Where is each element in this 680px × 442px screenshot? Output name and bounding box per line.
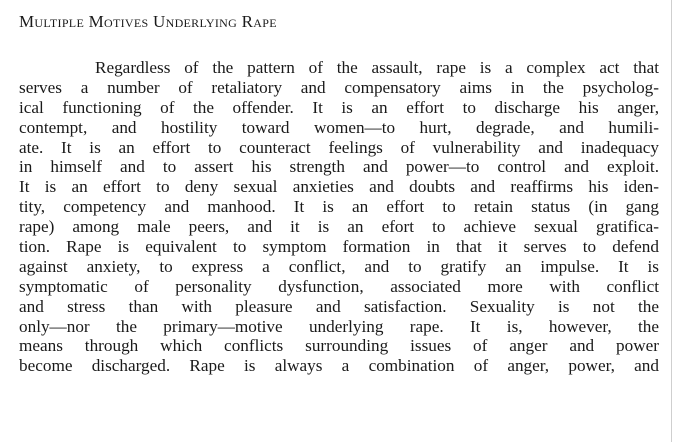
text-line: become discharged. Rape is always a combination of anger, power, and (19, 356, 659, 376)
text-line: means through which conflicts surrounding issues of anger and power (19, 336, 659, 356)
text-line: symptomatic of personality dysfunction, associated more with conflict (19, 276, 659, 296)
body-paragraph (19, 58, 659, 376)
text-line: against anxiety, to express a conflict, and to gratify an impulse. It is (19, 256, 659, 276)
section-heading: Multiple Motives Underlying Rape (19, 12, 277, 31)
text-line: in himself and to assert his strength and power—to control and exploit. (19, 157, 659, 177)
text-line: ical functioning of the offender. It is an effort to discharge his anger, (19, 97, 659, 117)
text-line: ate. It is an effort to counteract feelings of vulnerability and inadequacy (19, 137, 659, 157)
text-line: and stress than with pleasure and satisfaction. Sexuality is not the (19, 296, 659, 316)
text-line: contempt, and hostility toward women—to hurt, degrade, and humili- (19, 117, 659, 137)
text-line: tion. Rape is equivalent to symptom formation in that it serves to defend (19, 237, 659, 257)
text-line: tity, competency and manhood. It is an effort to retain status (in gang (19, 197, 659, 217)
text-line: Regardless of the pattern of the assault, rape is a complex act that (95, 58, 659, 77)
text-line: serves a number of retaliatory and compensatory aims in the psycholog- (19, 77, 659, 97)
text-line: only—nor the primary—motive underlying rape. It is, however, the (19, 316, 659, 336)
text-line: rape) among male peers, and it is an efort to achieve sexual gratifica- (19, 217, 659, 237)
text-line: It is an effort to deny sexual anxieties and doubts and reaffirms his iden- (19, 177, 659, 197)
